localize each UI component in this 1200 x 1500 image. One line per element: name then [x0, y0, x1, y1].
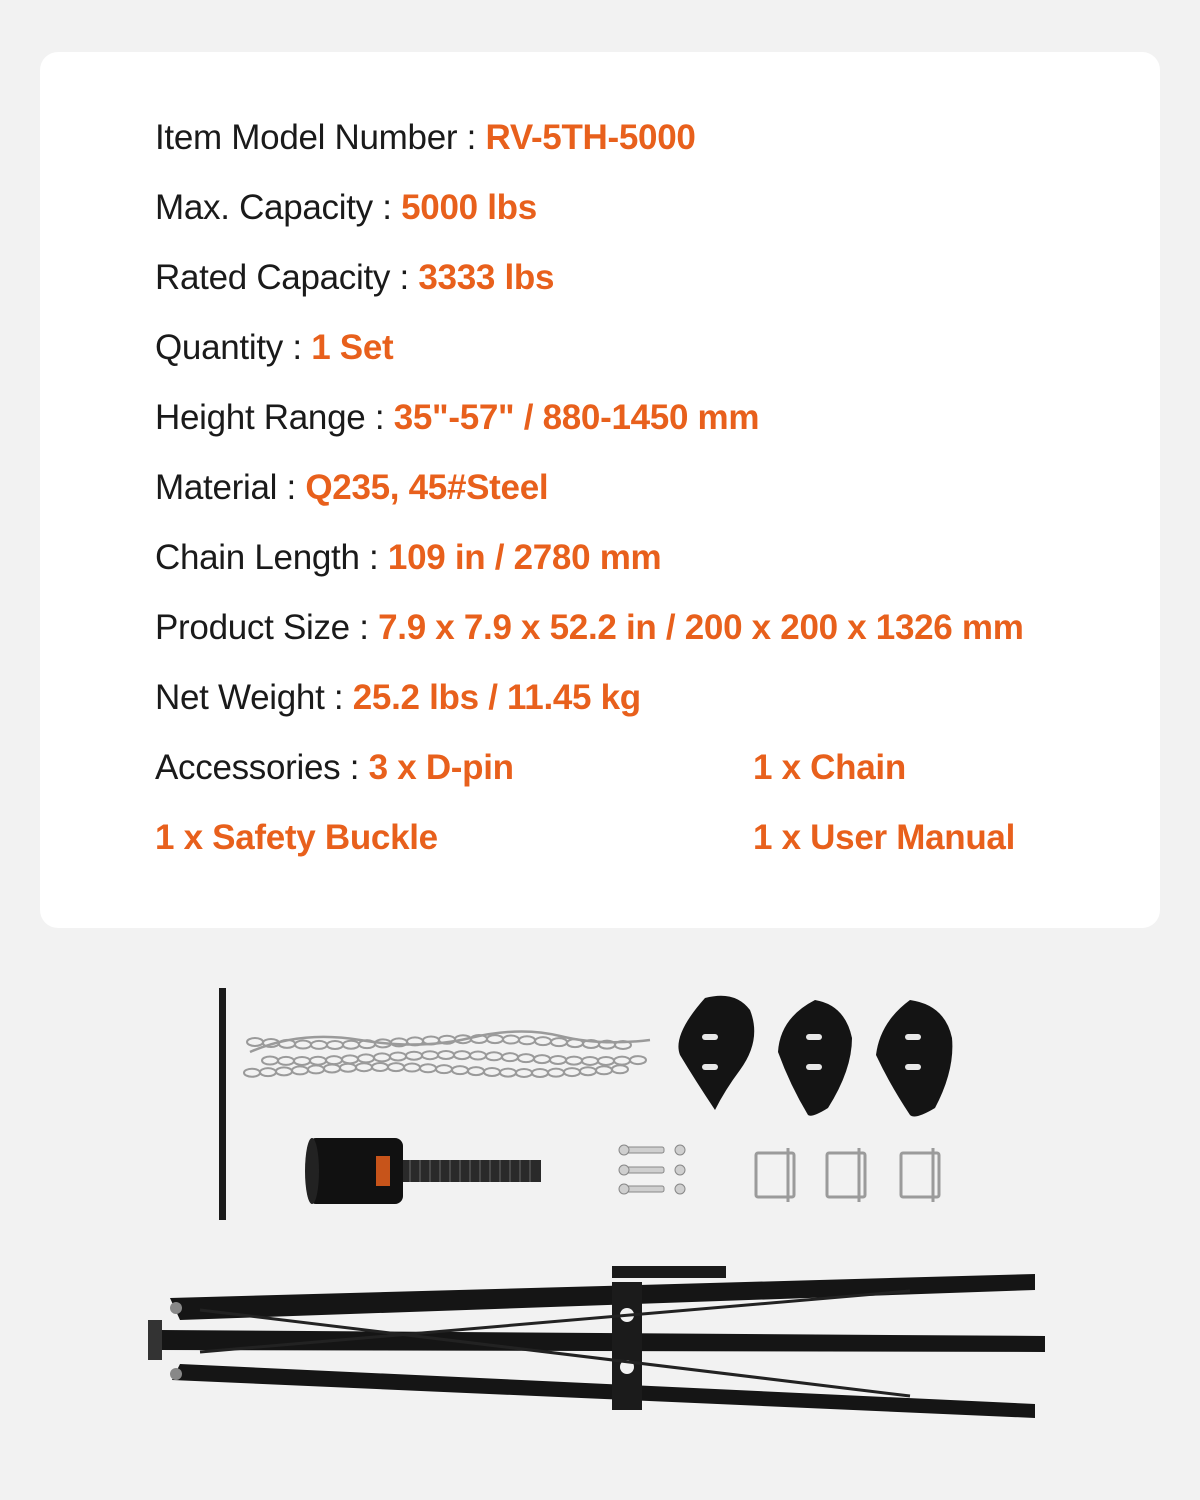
spec-model-value: RV-5TH-5000: [485, 118, 696, 157]
chain-link: [388, 1063, 404, 1071]
chain-link: [406, 1052, 422, 1060]
chain-link: [503, 1036, 519, 1044]
chain-link: [436, 1065, 452, 1073]
chain-link: [566, 1057, 582, 1065]
spec-quantity-label: Quantity :: [155, 328, 312, 367]
chain-link: [452, 1066, 468, 1074]
spec-height-range-label: Height Range :: [155, 398, 394, 437]
spec-product-size-label: Product Size :: [155, 608, 379, 647]
chain-link: [262, 1057, 278, 1065]
screw-jack-icon: [305, 1138, 541, 1204]
spec-material: [155, 468, 548, 508]
chain-link: [468, 1067, 484, 1075]
chain-link: [276, 1067, 292, 1075]
chain-link: [564, 1068, 580, 1076]
chain-link: [404, 1064, 420, 1072]
chain-link: [630, 1056, 646, 1064]
spec-quantity: [155, 328, 393, 368]
chain-link: [582, 1057, 598, 1065]
chain-link: [294, 1057, 310, 1065]
chain-link: [324, 1064, 340, 1072]
support-rod-icon: [219, 988, 226, 1220]
spec-model: [155, 118, 696, 158]
product-illustration: [0, 960, 1200, 1480]
chain-link: [518, 1054, 534, 1062]
accessory-safety-buckle: 1 x Safety Buckle: [155, 818, 438, 857]
chain-link: [500, 1069, 516, 1077]
chain-link: [422, 1051, 438, 1059]
spec-height-range: [155, 398, 759, 438]
chain-link: [487, 1035, 503, 1043]
accessory-d-pin: 3 x D-pin: [368, 748, 514, 787]
spec-product-size-value: 7.9 x 7.9 x 52.2 in / 200 x 200 x 1326 mm: [378, 608, 1024, 647]
chain-link: [358, 1054, 374, 1062]
chain-link: [292, 1066, 308, 1074]
chain-link: [374, 1053, 390, 1061]
spec-chain-length: [155, 538, 661, 578]
saddle-plate-icon: [678, 996, 952, 1117]
spec-max-capacity-label: Max. Capacity :: [155, 188, 402, 227]
chain-link: [340, 1064, 356, 1072]
spec-quantity-value: 1 Set: [311, 328, 394, 367]
spec-accessories: [155, 748, 514, 788]
spec-material-label: Material :: [155, 468, 306, 507]
spec-chain-length-value: 109 in / 2780 mm: [387, 538, 662, 577]
chain-link: [260, 1068, 276, 1076]
chain-link: [612, 1065, 628, 1073]
chain-link: [486, 1052, 502, 1060]
tripod-base-icon: [148, 1266, 1045, 1418]
spec-height-range-value: 35"-57" / 880-1450 mm: [393, 398, 760, 437]
chain-link: [598, 1057, 614, 1065]
chain-link: [310, 1057, 326, 1065]
chain-link: [308, 1065, 324, 1073]
spec-max-capacity-value: 5000 lbs: [401, 188, 537, 227]
spec-net-weight: [155, 678, 641, 718]
spec-chain-length-label: Chain Length :: [155, 538, 388, 577]
chain-link: [326, 1056, 342, 1064]
chain-link: [420, 1064, 436, 1072]
chain-link: [454, 1051, 470, 1059]
chain-link: [614, 1057, 630, 1065]
spec-product-size: [155, 608, 1024, 648]
spec-rated-capacity-value: 3333 lbs: [418, 258, 555, 297]
chain-link: [532, 1069, 548, 1077]
chain-link: [534, 1055, 550, 1063]
chain-link: [244, 1069, 260, 1077]
chain-link: [484, 1068, 500, 1076]
chain-link: [295, 1041, 311, 1049]
accessory-chain: 1 x Chain: [753, 748, 906, 787]
chain-link: [535, 1037, 551, 1045]
chain-link: [596, 1066, 612, 1074]
spec-rated-capacity: [155, 258, 554, 298]
spec-net-weight-value: 25.2 lbs / 11.45 kg: [352, 678, 641, 717]
chain-link: [356, 1063, 372, 1071]
d-pin-icon: [756, 1148, 939, 1202]
chain-link: [502, 1053, 518, 1061]
spec-max-capacity: [155, 188, 537, 228]
chain-link: [470, 1052, 486, 1060]
chain-link: [311, 1041, 327, 1049]
chain-link: [390, 1052, 406, 1060]
spec-rated-capacity-label: Rated Capacity :: [155, 258, 419, 297]
spec-net-weight-label: Net Weight :: [155, 678, 353, 717]
chain-link: [327, 1041, 343, 1049]
chain-link: [516, 1069, 532, 1077]
chain-link: [372, 1063, 388, 1071]
chain-icon: [244, 1031, 650, 1077]
chain-link: [548, 1069, 564, 1077]
chain-link: [278, 1057, 294, 1065]
chain-link: [343, 1041, 359, 1049]
spec-accessories-label: Accessories :: [155, 748, 369, 787]
spec-material-value: Q235, 45#Steel: [305, 468, 549, 507]
chain-link: [438, 1051, 454, 1059]
chain-link: [580, 1067, 596, 1075]
spec-card: [40, 52, 1160, 928]
chain-link: [342, 1055, 358, 1063]
chain-link: [247, 1038, 263, 1046]
spec-model-label: Item Model Number :: [155, 118, 486, 157]
bolt-set-icon: [619, 1145, 685, 1194]
chain-link: [519, 1036, 535, 1044]
chain-link: [550, 1056, 566, 1064]
accessory-user-manual: 1 x User Manual: [753, 818, 1015, 857]
chain-link: [551, 1038, 567, 1046]
